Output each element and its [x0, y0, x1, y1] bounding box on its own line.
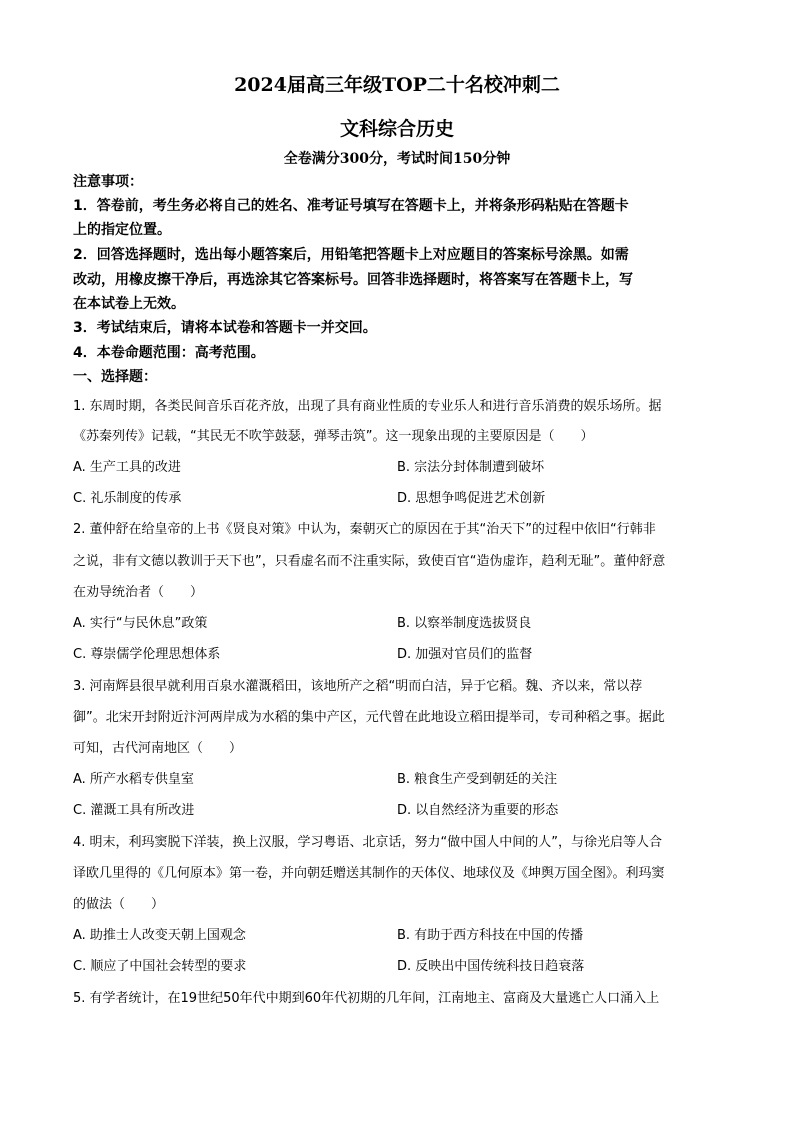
notes-line: 在本试卷上无效。 [73, 296, 185, 312]
question-stem-line: 1. 东周时期，各类民间音乐百花齐放，出现了具有商业性质的专业乐人和进行音乐消费的娱乐场所。据 [73, 399, 662, 414]
option-c: C. 灌溉工具有所改进 [73, 803, 195, 818]
question-stem-line: 御”。北宋开封附近汴河两岸成为水稻的集中产区，元代曾在此地设立稻田提举司，专司种稻之事。据此 [73, 710, 665, 725]
option-b: B. 以察举制度选拔贤良 [397, 616, 532, 631]
question-stem-line: 2. 董仲舒在给皇帝的上书《贤良对策》中认为，秦朝灭亡的原因在于其“治天下”的过程中依旧“行韩非 [73, 522, 656, 537]
question-stem-line: 之说，非有文德以教训于天下也”，只看虚名而不注重实际，致使百官“造伪虚诈，趋利无耻”。董仲舒意 [73, 554, 666, 569]
notes-line: 改动，用橡皮擦干净后，再选涂其它答案标号。回答非选择题时，将答案写在答题卡上，写 [73, 272, 633, 288]
section-heading: 一、选择题： [73, 369, 157, 385]
question-stem-line: 5. 有学者统计，在19世纪50年代中期到60年代初期的几年间，江南地主、富商及大量逃亡人口涌入上 [73, 991, 660, 1006]
option-d: D. 加强对官员们的监督 [397, 647, 533, 662]
option-c: C. 尊崇儒学伦理思想体系 [73, 647, 221, 662]
option-d: D. 反映出中国传统科技日趋衰落 [397, 959, 585, 974]
option-b: B. 粮食生产受到朝廷的关注 [397, 772, 558, 787]
question-stem-line: 的做法（ ） [73, 897, 165, 912]
question-stem-line: 4. 明末，利玛窦脱下洋装，换上汉服，学习粤语、北京话，努力“做中国人中间的人”，与徐光启等人合 [73, 835, 663, 850]
question-stem-line: 《苏秦列传》记载，“其民无不吹竽鼓瑟，弹琴击筑”。这一现象出现的主要原因是（ ） [73, 429, 594, 444]
question-stem-line: 在劝导统治者（ ） [73, 585, 204, 600]
notes-line: 4．本卷命题范围：高考范围。 [73, 345, 265, 361]
option-a: A. 生产工具的改进 [73, 460, 181, 475]
subject-title: 文科综合历史 [339, 118, 454, 140]
notes-line: 3．考试结束后，请将本试卷和答题卡一并交回。 [73, 320, 377, 336]
option-a: A. 实行“与民休息”政策 [73, 616, 208, 631]
option-b: B. 有助于西方科技在中国的传播 [397, 928, 584, 943]
question-stem-line: 译欧几里得的《几何原本》第一卷，并向朝廷赠送其制作的天体仪、地球仪及《坤舆万国全图》。利玛窦 [73, 866, 665, 881]
exam-info: 全卷满分300分，考试时间150分钟 [283, 151, 511, 167]
notes-line: 1．答卷前，考生务必将自己的姓名、准考证号填写在答题卡上，并将条形码粘贴在答题卡 [73, 198, 629, 214]
option-d: D. 以自然经济为重要的形态 [397, 803, 559, 818]
option-c: C. 礼乐制度的传承 [73, 491, 182, 506]
option-c: C. 顺应了中国社会转型的要求 [73, 959, 247, 974]
exam-title: 2024届高三年级TOP二十名校冲刺二 [234, 74, 560, 96]
notes-heading: 注意事项： [73, 174, 143, 190]
notes-line: 2．回答选择题时，选出每小题答案后，用铅笔把答题卡上对应题目的答案标号涂黑。如需 [73, 247, 629, 263]
option-b: B. 宗法分封体制遭到破坏 [397, 460, 545, 475]
question-stem-line: 3. 河南辉县很早就利用百泉水灌溉稻田，该地所产之稻“明而白洁，异于它稻。魏、齐以来，常以荐 [73, 679, 643, 694]
option-a: A. 所产水稻专供皇室 [73, 772, 194, 787]
option-d: D. 思想争鸣促进艺术创新 [397, 491, 546, 506]
notes-line: 上的指定位置。 [73, 222, 171, 238]
question-stem-line: 可知，古代河南地区（ ） [73, 741, 243, 756]
option-a: A. 助推士人改变天朝上国观念 [73, 928, 246, 943]
